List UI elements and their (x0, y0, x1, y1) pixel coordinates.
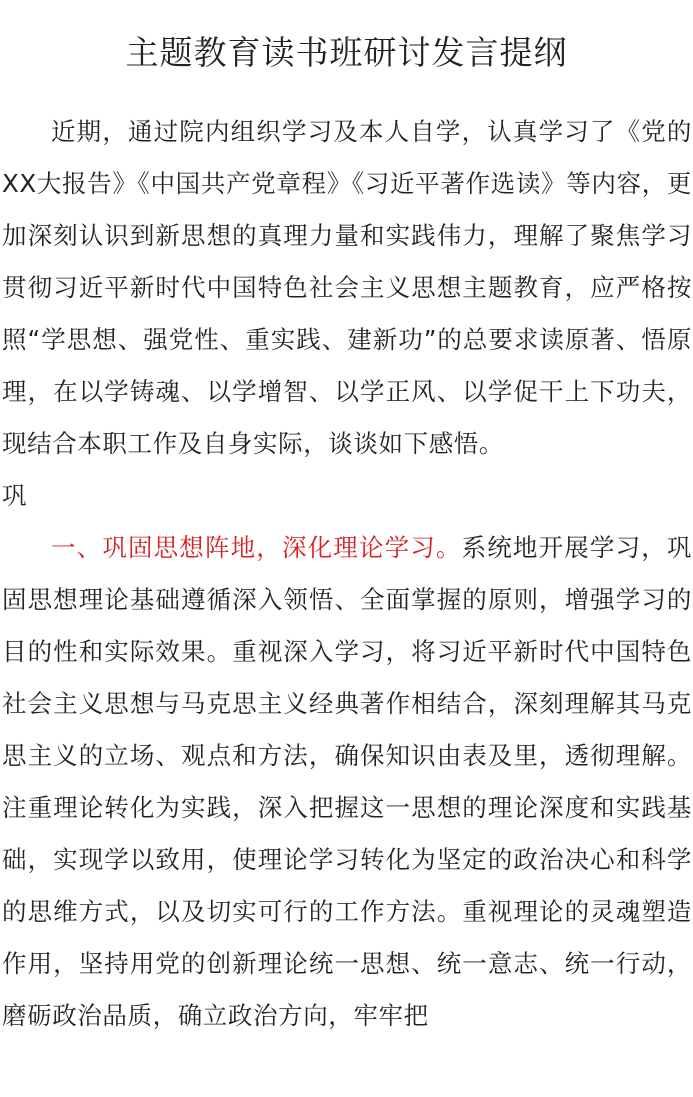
intro-paragraph: 近期，通过院内组织学习及本人自学，认真学习了《党的XX大报告》《中国共产党章程》《习近平著作选读》等内容，更加深刻认识到新思想的真理力量和实践伟力，理解了聚焦学习贯彻习近平新时代中国特色社会主义思想主题教育，应严格按照“学思想、强党性、重实践、建新功”的总要求读原著、悟原理，在以学铸魂、以学增智、以学正风、以学促干上下功夫，现结合本职工作及自身实际，谈谈如下感悟。 (2, 117, 692, 458)
stray-character: 巩 (2, 481, 28, 510)
section-1-body: 系统地开展学习，巩固思想理论基础遵循深入领悟、全面掌握的原则，增强学习的目的性和实际效果。重视深入学习，将习近平新时代中国特色社会主义思想与马克思主义经典著作相结合，深刻理解其马克思主义的立场、观点和方法，确保知识由表及里，透彻理解。注重理论转化为实践，深入把握这一思想的理论深度和实践基础，实现学以致用，使理论学习转化为坚定的政治决心和科学的思维方式，以及切实可行的工作方法。重视理论的灵魂塑造作用，坚持用党的创新理论统一思想、统一意志、统一行动，磨砺政治品质，确立政治方向，牢牢把 (2, 533, 692, 1030)
document-title: 主题教育读书班研讨发言提纲 (125, 33, 568, 72)
document-body (2, 106, 692, 1042)
section-1-paragraph (2, 522, 692, 1042)
section-1-heading: 一、巩固思想阵地，深化理论学习。 (51, 533, 462, 562)
